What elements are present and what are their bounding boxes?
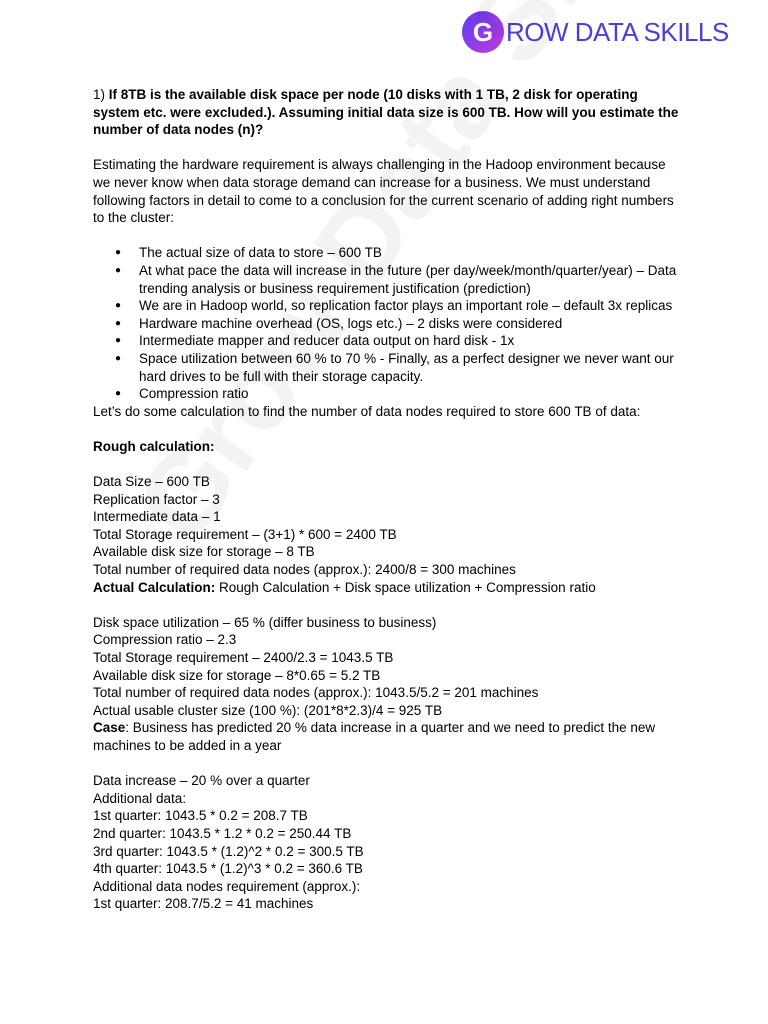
list-item: ● Hardware machine overhead (OS, logs etc.) – 2 disks were considered: [139, 315, 683, 333]
calc-line: Data increase – 20 % over a quarter: [93, 773, 310, 789]
list-item: ● Compression ratio: [139, 385, 683, 403]
actual-formula: Rough Calculation + Disk space utilization + Compression ratio: [215, 579, 596, 595]
calc-line: Additional data:: [93, 790, 187, 806]
calc-line: Available disk size for storage – 8 TB: [93, 544, 315, 560]
calc-line: 3rd quarter: 1043.5 * (1.2)^2 * 0.2 = 300.5 TB: [93, 843, 364, 859]
list-item: ● Space utilization between 60 % to 70 % - Finally, as a perfect designer we never want our hard drives to be full with their storage capacity.: [139, 350, 683, 385]
question-text: If 8TB is the available disk space per node (10 disks with 1 TB, 2 disk for operating system etc. were excluded.). Assuming initial data size is 600 TB. How will you estimate the number of data nodes (n)?: [93, 87, 679, 138]
list-item: ● Intermediate mapper and reducer data output on hard disk - 1x: [139, 332, 683, 350]
brand-logo: [461, 10, 729, 54]
list-item: ● We are in Hadoop world, so replication factor plays an important role – default 3x replicas: [139, 297, 683, 315]
calc-line: Total Storage requirement – (3+1) * 600 = 2400 TB: [93, 526, 397, 542]
calc-line: Intermediate data – 1: [93, 509, 221, 525]
calc-line: Replication factor – 3: [93, 491, 220, 507]
calc-line: Data Size – 600 TB: [93, 474, 210, 490]
logo-text: ROW DATA SKILLS: [506, 16, 729, 47]
lead-in: Let’s do some calculation to find the number of data nodes required to store 600 TB of data:: [93, 403, 641, 419]
intro-paragraph: Estimating the hardware requirement is always challenging in the Hadoop environment because we never know when data storage demand can increase for a business. We must understand following factors in detail to come to a conclusion for the current scenario of adding right numbers to the cluster:: [93, 157, 674, 226]
case-text: : Business has predicted 20 % data increase in a quarter and we need to predict the new machines to be added in a year: [93, 720, 656, 753]
calc-line: Total Storage requirement – 2400/2.3 = 1043.5 TB: [93, 650, 394, 665]
actual-label: Actual Calculation:: [93, 579, 216, 595]
calc-line: 1st quarter: 208.7/5.2 = 41 machines: [93, 896, 314, 912]
list-item: ● At what pace the data will increase in the future (per day/week/month/quarter/year) – Data trending analysis or business requirement justification (prediction): [139, 262, 683, 297]
list-item: ● The actual size of data to store – 600 TB: [139, 244, 683, 262]
calc-line: 2nd quarter: 1043.5 * 1.2 * 0.2 = 250.44 TB: [93, 825, 352, 841]
calc-line: 4th quarter: 1043.5 * (1.2)^3 * 0.2 = 360.6 TB: [93, 861, 363, 877]
document-body: [93, 86, 683, 913]
case-paragraph: [93, 719, 683, 754]
case-label: Case: [93, 720, 126, 736]
calc-line: 1st quarter: 1043.5 * 0.2 = 208.7 TB: [93, 808, 308, 824]
calc-line: Disk space utilization – 65 % (differ business to business): [93, 614, 437, 630]
calc-line: Actual usable cluster size (100 %): (201*8*2.3)/4 = 925 TB: [93, 702, 443, 718]
logo-badge-icon: [461, 10, 505, 54]
question: [93, 86, 683, 139]
question-number: 1): [93, 87, 106, 102]
calc-line: Additional data nodes requirement (approx.):: [93, 878, 361, 894]
calc-line: Compression ratio – 2.3: [93, 632, 237, 648]
calc-line: Total number of required data nodes (approx.): 2400/8 = 300 machines: [93, 562, 516, 578]
factor-list: [93, 244, 683, 402]
svg-text:G: G: [472, 17, 494, 47]
rough-heading: Rough calculation:: [93, 438, 215, 454]
calc-line: Total number of required data nodes (approx.): 1043.5/5.2 = 201 machines: [93, 685, 539, 701]
actual-calculation: [93, 579, 683, 597]
calc-line: Available disk size for storage – 8*0.65 = 5.2 TB: [93, 667, 381, 683]
